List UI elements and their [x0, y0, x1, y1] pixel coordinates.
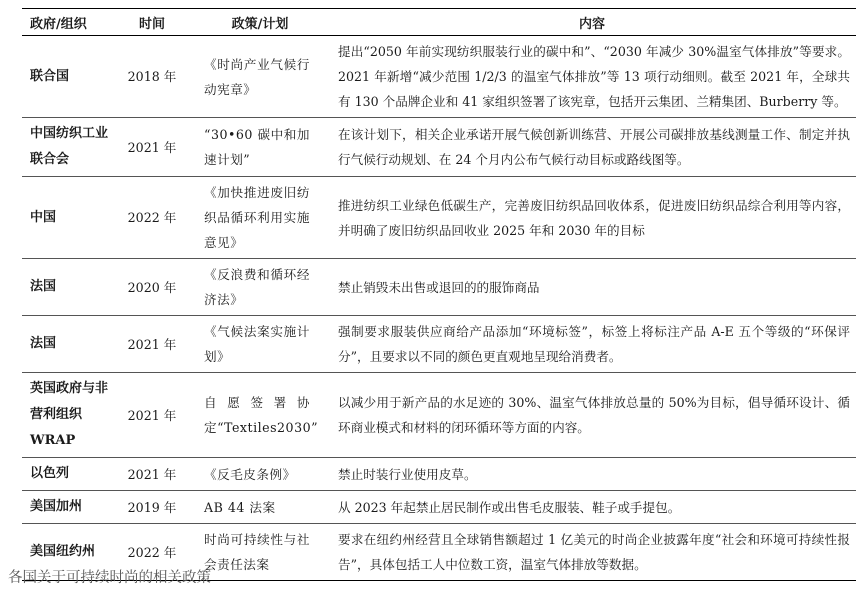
- cell-content: 以减少用于新产品的水足迹的 30%、温室气体排放总量的 50%为目标，倡导循环设计、循环商业模式和材料的闭环循环等方面的内容。: [338, 395, 850, 435]
- cell-time: 2022 年: [127, 544, 177, 560]
- header-policy: 政策/计划: [231, 16, 289, 32]
- cell-time: 2021 年: [127, 139, 177, 155]
- cell-content: 推进纺织工业绿色低碳生产，完善废旧纺织品回收体系，促进废旧纺织品综合利用等内容，并明确了废旧纺织品回收业 2025 年和 2030 年的目标: [338, 197, 850, 238]
- cell-org: 联合国: [30, 68, 70, 84]
- cell-org: 中国纺织工业联合会: [30, 126, 109, 167]
- cell-content: 强制要求服装供应商给产品添加“环境标签”，标签上将标注产品 A-E 五个等级的“环保评分”，且要求以不同的颜色更直观地呈现给消费者。: [338, 324, 850, 364]
- table-body: [22, 36, 856, 581]
- cell-content: 提出“2050 年前实现纺织服装行业的碳中和”、“2030 年减少 30%温室气体排放”等要求。2021 年新增“减少范围 1/2/3 的温室气体排放”等 13 项行动细则。截至 2021 年，全球共有 130 个品牌企业和 41 家组织签署了该宪章，包括开云集团、兰精集团、Burberry 等。: [338, 44, 850, 109]
- table-row: [22, 177, 856, 259]
- cell-policy: 《加快推进废旧纺织品循环利用实施意见》: [204, 185, 310, 250]
- cell-time: 2021 年: [127, 407, 177, 423]
- cell-policy: 《反浪费和循环经济法》: [204, 267, 310, 307]
- cell-time: 2019 年: [127, 499, 177, 515]
- table-caption: 各国关于可持续时尚的相关政策: [8, 570, 211, 586]
- cell-time: 2020 年: [127, 279, 177, 295]
- table-row: [22, 373, 856, 458]
- cell-content: 要求在纽约州经营且全球销售额超过 1 亿美元的时尚企业披露年度“社会和环境可持续性报告”，具体包括工人中位数工资，温室气体排放等数据。: [338, 532, 850, 572]
- cell-policy: “30•60 碳中和加速计划”: [204, 127, 310, 167]
- cell-policy: 《气候法案实施计划》: [204, 324, 310, 364]
- table-header: [22, 9, 856, 36]
- policy-table-container: [22, 8, 856, 581]
- cell-time: 2021 年: [127, 466, 177, 482]
- cell-content: 禁止销毁未出售或退回的的服饰商品: [338, 279, 540, 295]
- cell-policy: 《时尚产业气候行动宪章》: [204, 56, 310, 97]
- cell-time: 2022 年: [127, 210, 177, 225]
- table-row: [22, 458, 856, 491]
- cell-policy: 《反毛皮条例》: [204, 466, 296, 482]
- cell-policy: AB 44 法案: [204, 499, 276, 515]
- cell-org: 以色列: [30, 466, 70, 481]
- table-row: [22, 36, 856, 118]
- policy-table: [22, 8, 856, 581]
- cell-policy: 时尚可持续性与社会责任法案: [204, 532, 310, 572]
- cell-content: 从 2023 年起禁止居民制作或出售毛皮服装、鞋子或手提包。: [338, 499, 681, 515]
- table-row: [22, 491, 856, 524]
- cell-org: 美国纽约州: [30, 544, 96, 559]
- table-row: [22, 316, 856, 373]
- cell-policy: 自愿签署协定“Textiles2030”: [204, 395, 319, 435]
- table-row: [22, 118, 856, 177]
- table-row: [22, 259, 856, 316]
- header-content: 内容: [578, 16, 605, 32]
- cell-content: 在该计划下，相关企业承诺开展气候创新训练营、开展公司碳排放基线测量工作、制定并执行气候行动规划、在 24 个月内公布气候行动目标或路线图等。: [338, 127, 850, 167]
- header-row: [22, 9, 856, 36]
- cell-org: 中国: [30, 209, 57, 225]
- header-org: 政府/组织: [30, 16, 87, 32]
- header-time: 时间: [138, 16, 165, 32]
- cell-time: 2021 年: [127, 336, 177, 352]
- cell-org: 法国: [30, 279, 57, 294]
- cell-content: 禁止时装行业使用皮草。: [338, 466, 477, 482]
- cell-org: 美国加州: [30, 499, 83, 514]
- cell-org: 英国政府与非营利组织 WRAP: [30, 381, 109, 448]
- cell-time: 2018 年: [127, 69, 177, 84]
- cell-org: 法国: [30, 336, 57, 351]
